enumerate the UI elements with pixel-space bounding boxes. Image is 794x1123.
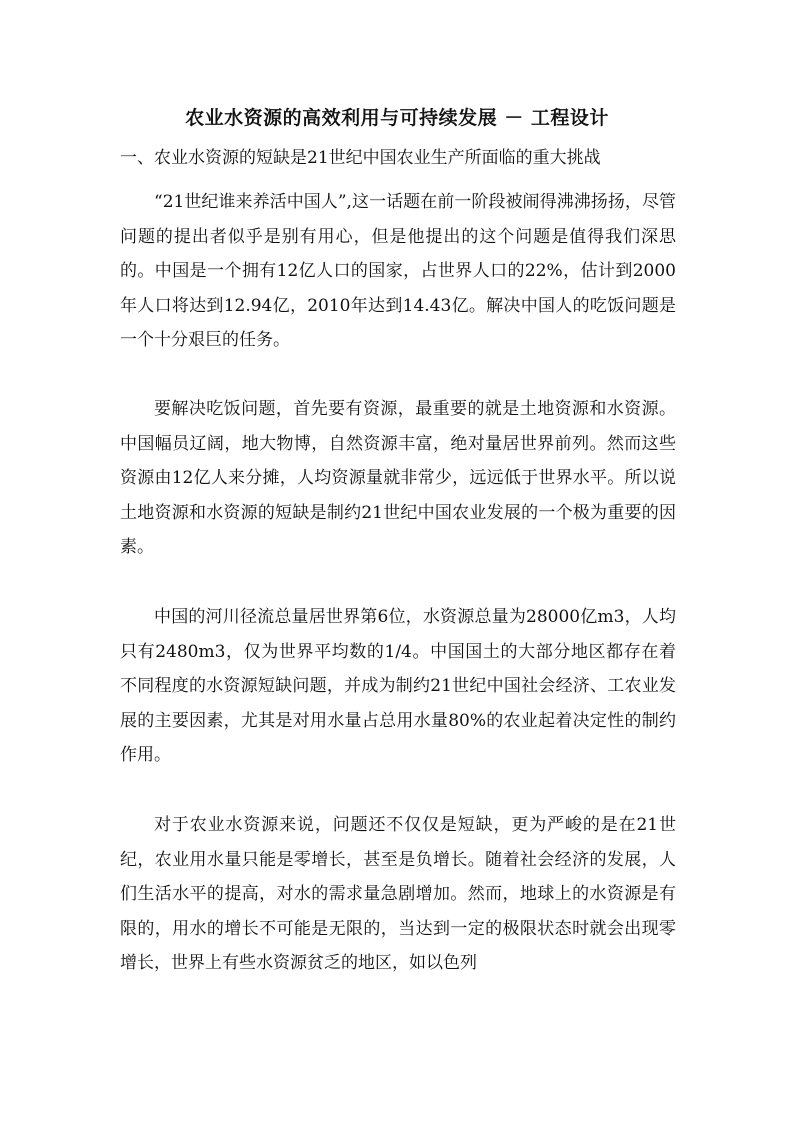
document-title: 农业水资源的高效利用与可持续发展 － 工程设计 bbox=[185, 107, 609, 129]
paragraph-4: 对于农业水资源来说，问题还不仅仅是短缺，更为严峻的是在21世纪，农业用水量只能是零增长，甚至是负增长。随着社会经济的发展，人们生活水平的提高，对水的需求量急剧增加。然而，地球上的水资源是有限的，用水的增长不可能是无限的，当达到一定的极限状态时就会出现零增长，世界上有些水资源贫乏的地区，如以色列 bbox=[120, 815, 676, 973]
paragraph-1: “21世纪谁来养活中国人”,这一话题在前一阶段被闹得沸沸扬扬，尽管问题的提出者似乎是别有用心，但是他提出的这个问题是值得我们深思的。中国是一个拥有12亿人口的国家，占世界人口的22%，估计到2000年人口将达到12.94亿，2010年达到14.43亿。解决中国人的吃饭问题是一个十分艰巨的任务。 bbox=[120, 192, 676, 350]
section-heading: 一、农业水资源的短缺是21世纪中国农业生产所面临的重大挑战 bbox=[120, 148, 601, 168]
paragraph-2: 要解决吃饭问题，首先要有资源，最重要的就是土地资源和水资源。中国幅员辽阔，地大物博，自然资源丰富，绝对量居世界前列。然而这些资源由12亿人来分摊，人均资源量就非常少，远远低于世界水平。所以说土地资源和水资源的短缺是制约21世纪中国农业发展的一个极为重要的因素。 bbox=[120, 399, 676, 557]
paragraph-3: 中国的河川径流总量居世界第6位，水资源总量为28000亿m3，人均只有2480m3，仅为世界平均数的1/4。中国国土的大部分地区都存在着不同程度的水资源短缺问题，并成为制约21世纪中国社会经济、工农业发展的主要因素，尤其是对用水量占总用水量80%的农业起着决定性的制约作用。 bbox=[120, 607, 676, 765]
